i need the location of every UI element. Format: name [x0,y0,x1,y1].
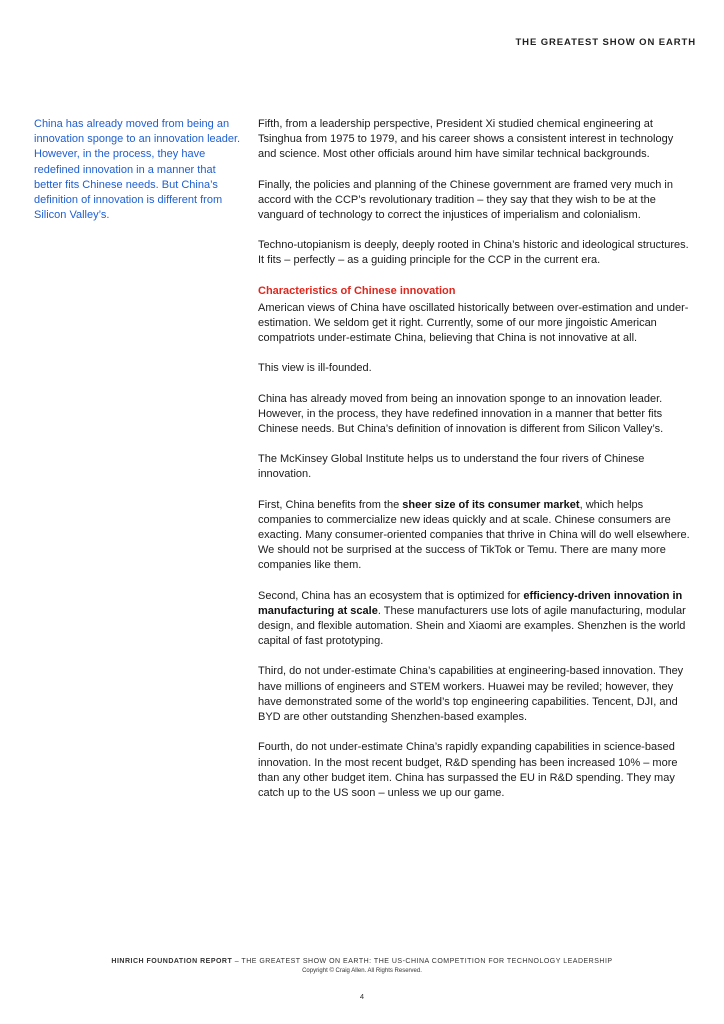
paragraph: Finally, the policies and planning of the Chinese government are framed very much in accord with the CCP’s revolutionary tradition – they say that they wish to be at the vanguard of technology to correct the injustices of imperialism and colonialism. [258,178,673,222]
paragraph: China has already moved from being an innovation sponge to an innovation leader. However, in the process, they have redefined innovation in a manner that better fits Chinese needs. But China’s definition of innovation is different from Silicon Valley’s. [258,392,664,436]
paragraph [258,589,694,650]
paragraph: The McKinsey Global Institute helps us to understand the four rivers of Chinese innovation. [258,453,645,481]
copyright-notice: Copyright © Craig Allen. All Rights Reserved. [302,968,422,974]
main-text-column [258,117,694,816]
footer-org: HINRICH FOUNDATION REPORT [111,958,233,965]
bold-phrase: efficiency-driven innovation in manufacturing at scale [258,589,683,617]
paragraph-text: , which helps companies to commercialize new ideas quickly and at scale. Chinese consumers are exacting. Many consumer-oriented companies that thrive in China will do well elsewhere. We should not be surprised at the success of TikTok or Temu. There are many more companies like them. [258,498,690,572]
paragraph: Fourth, do not under-estimate China’s rapidly expanding capabilities in science-based innovation. In the most recent budget, R&D spending has been increased 10% – more than any other budget item. China has surpassed the EU in R&D spending. They may catch up to the US soon – unless we up our game. [258,741,678,799]
paragraph [258,498,694,574]
footer-report-name: – THE GREATEST SHOW ON EARTH: THE US-CHINA COMPETITION FOR TECHNOLOGY LEADERSHIP [232,958,613,965]
paragraph: Third, do not under-estimate China’s capabilities at engineering-based innovation. They have millions of engineers and STEM workers. Huawei may be reviled; however, they have demonstrated some of the world’s top engineering capabilities. Tencent, DJI, and BYD are other outstanding Shenzhen-based examples. [258,665,684,724]
paragraph: Techno-utopianism is deeply, deeply rooted in China’s historic and ideological structures. It fits – perfectly – as a guiding principle for the CCP in the current era. [258,239,689,267]
paragraph: This view is ill-founded. [258,362,372,375]
running-header-title: THE GREATEST SHOW ON EARTH [515,37,696,48]
paragraph: Fifth, from a leadership perspective, President Xi studied chemical engineering at Tsinghua from 1975 to 1979, and his career shows a consistent interest in technology and science. Most other officials around him have similar technical backgrounds. [258,118,674,161]
paragraph: American views of China have oscillated historically between over-estimation and under-estimation. We seldom get it right. Currently, some of our more jingoistic American compatriots under-estimate China, believing that China is not innovative at all. [258,301,689,345]
section-heading: Characteristics of Chinese innovation [258,284,456,297]
paragraph-text: First, China benefits from the [258,498,403,511]
pull-quote: China has already moved from being an innovation sponge to an innovation leader. However, in the process, they have redefined innovation in a manner that better fits Chinese needs. But China’s definition of innovation is different from Silicon Valley’s. [34,118,241,222]
paragraph-text: Second, China has an ecosystem that is optimized for [258,589,524,602]
paragraph-text: . These manufacturers use lots of agile manufacturing, modular design, and flexible automation. Shein and Xiaomi are examples. Shenzhen is the world capital of fast prototyping. [258,604,686,648]
page-number: 4 [359,992,365,1001]
bold-phrase: sheer size of its consumer market [402,498,580,511]
footer-report-title [0,958,724,965]
